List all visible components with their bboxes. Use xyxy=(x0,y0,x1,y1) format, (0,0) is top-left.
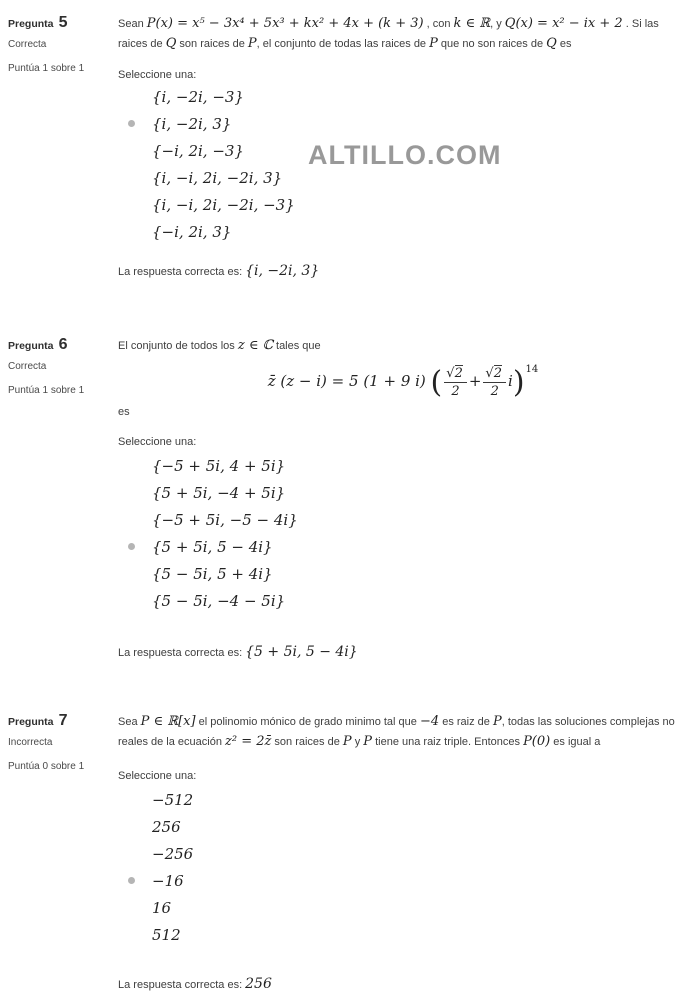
answer-prefix: La respuesta correcta es: xyxy=(118,979,243,991)
question-6-title xyxy=(8,336,110,354)
option-label: 16 xyxy=(152,898,172,917)
answer-prefix: La respuesta correcta es: xyxy=(118,266,243,278)
open-paren: ( xyxy=(430,365,443,400)
question-7-title xyxy=(8,712,110,730)
option-row[interactable] xyxy=(118,813,688,840)
question-7-options xyxy=(118,786,688,948)
option-row[interactable] xyxy=(118,840,688,867)
es-label: es xyxy=(118,406,130,418)
option-row[interactable] xyxy=(118,110,688,137)
question-number: 5 xyxy=(58,14,68,31)
option-label: 512 xyxy=(152,925,181,944)
question-6-block xyxy=(0,330,700,660)
question-status: Correcta xyxy=(8,39,47,50)
question-6-prompt: El conjunto de todos los z ∈ ℂ tales que xyxy=(118,338,321,353)
question-points: Puntúa 0 sobre 1 xyxy=(8,761,85,772)
fraction-2: $\frac{√2}{2}$ xyxy=(483,366,506,399)
answer-value: {5 + 5i, 5 − 4i} xyxy=(245,644,358,660)
option-label: {5 + 5i, 5 − 4i} xyxy=(152,537,273,556)
option-label: −256 xyxy=(152,844,194,863)
correct-answer-line xyxy=(118,263,688,279)
option-label: {i, −2i, −3} xyxy=(152,87,244,106)
question-6-info xyxy=(0,330,110,660)
select-one-label: Seleccione una: xyxy=(118,436,197,448)
answer-prefix: La respuesta correcta es: xyxy=(118,647,243,659)
question-7-block xyxy=(0,706,700,992)
altillo-watermark: ALTILLO.COM xyxy=(308,140,502,170)
option-row[interactable] xyxy=(118,506,688,533)
option-label: {−i, 2i, 3} xyxy=(152,222,232,241)
question-number: 7 xyxy=(58,712,68,729)
option-label: −16 xyxy=(152,871,184,890)
option-row[interactable] xyxy=(118,587,688,614)
question-status: Correcta xyxy=(8,361,47,372)
question-label: Pregunta xyxy=(8,716,54,728)
question-label: Pregunta xyxy=(8,340,54,352)
option-label: {5 − 5i, −4 − 5i} xyxy=(152,591,286,610)
formula-lhs: z̄ (z − i) = 5 (1 + 9 i) xyxy=(267,372,431,390)
option-row[interactable] xyxy=(118,786,688,813)
question-6-formula xyxy=(118,364,688,400)
option-row[interactable] xyxy=(118,191,688,218)
plus-sign: + xyxy=(468,372,482,390)
option-label: {5 + 5i, −4 + 5i} xyxy=(152,483,286,502)
radio-selected-dot xyxy=(128,543,135,550)
correct-answer-line xyxy=(118,976,688,992)
radio-selected-dot xyxy=(128,877,135,884)
close-paren: ) xyxy=(512,365,525,400)
answer-value: 256 xyxy=(245,976,272,992)
question-5-info xyxy=(0,8,110,279)
question-7-prompt: Sea P ∈ ℝ[x] el polinomio mónico de grado minimo tal que −4 es raiz de P, todas las soluciones complejas no reales de la ecuación z² = 2z̄ son raices de P y P tiene una raiz triple. Entonces P(0) es igual a xyxy=(118,714,675,749)
option-row[interactable] xyxy=(118,218,688,245)
imaginary-i: i xyxy=(508,372,513,390)
option-row[interactable] xyxy=(118,894,688,921)
option-row[interactable] xyxy=(118,452,688,479)
option-label: −512 xyxy=(152,790,194,809)
option-label: {i, −2i, 3} xyxy=(152,114,232,133)
option-row[interactable] xyxy=(118,479,688,506)
question-status: Incorrecta xyxy=(8,737,53,748)
exponent: 14 xyxy=(525,364,539,375)
option-row[interactable] xyxy=(118,921,688,948)
question-7-info xyxy=(0,706,110,992)
option-label: {5 − 5i, 5 + 4i} xyxy=(152,564,273,583)
option-label: {−5 + 5i, 4 + 5i} xyxy=(152,456,286,475)
option-row[interactable] xyxy=(118,83,688,110)
option-label: {−5 + 5i, −5 − 4i} xyxy=(152,510,298,529)
question-5-prompt: Sean P(x) = x⁵ − 3x⁴ + 5x³ + kx² + 4x + (k + 3) , con k ∈ ℝ, y Q(x) = x² − ix + 2 . Si las raices de Q son raices de P, el conjunto de todas las raices de P que no son raices de Q es xyxy=(118,16,659,51)
select-one-label: Seleccione una: xyxy=(118,770,197,782)
option-row[interactable] xyxy=(118,560,688,587)
option-label: {i, −i, 2i, −2i, −3} xyxy=(152,195,295,214)
question-label: Pregunta xyxy=(8,18,54,30)
correct-answer-line xyxy=(118,644,688,660)
question-6-options xyxy=(118,452,688,614)
fraction-1: $\frac{√2}{2}$ xyxy=(444,366,467,399)
option-label: {−i, 2i, −3} xyxy=(152,141,244,160)
question-points: Puntúa 1 sobre 1 xyxy=(8,63,85,74)
question-points: Puntúa 1 sobre 1 xyxy=(8,385,85,396)
option-row[interactable] xyxy=(118,533,688,560)
option-label: {i, −i, 2i, −2i, 3} xyxy=(152,168,283,187)
option-label: 256 xyxy=(152,817,181,836)
select-one-label: Seleccione una: xyxy=(118,69,197,81)
answer-value: {i, −2i, 3} xyxy=(245,263,320,279)
question-5-title xyxy=(8,14,110,32)
radio-selected-dot xyxy=(128,120,135,127)
option-row[interactable] xyxy=(118,867,688,894)
question-number: 6 xyxy=(58,336,68,353)
